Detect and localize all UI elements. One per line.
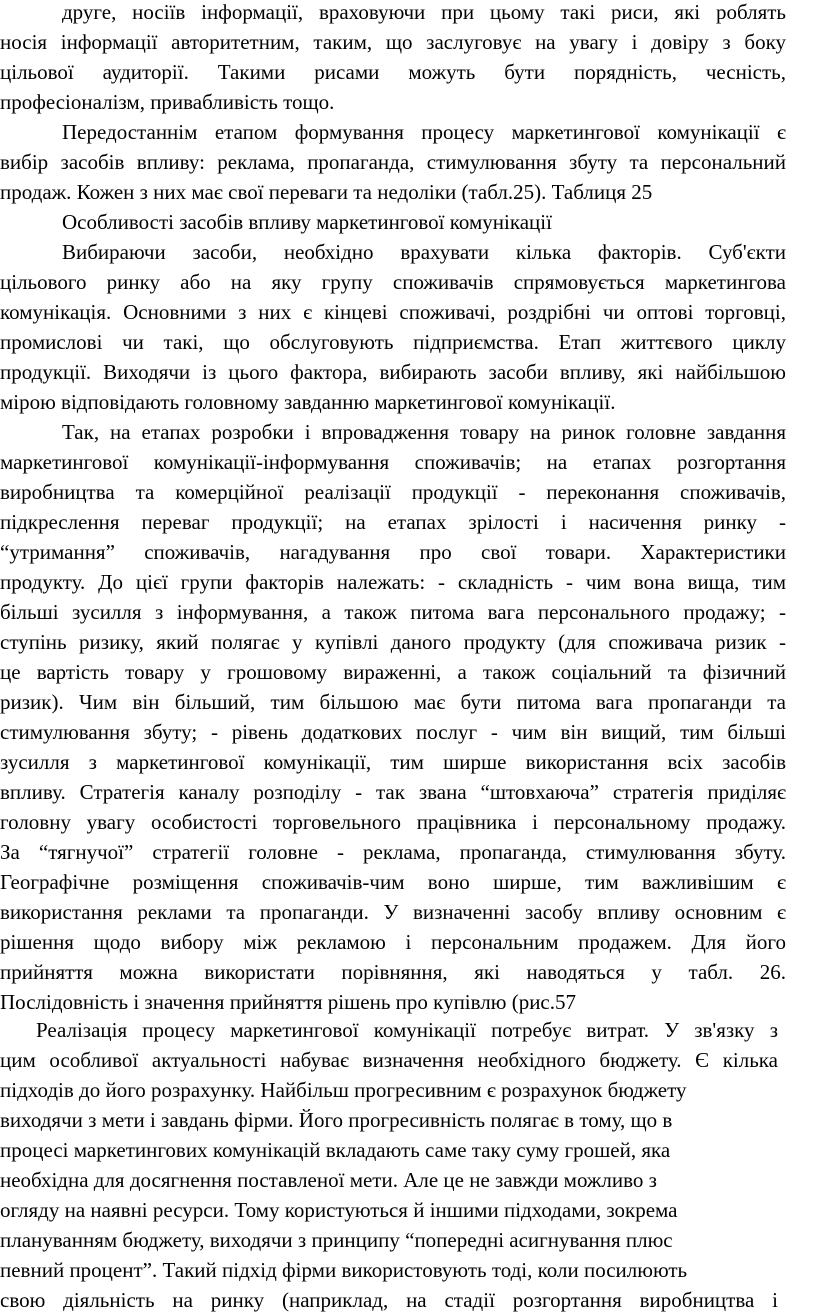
text-line: це вартість товару у грошовому вираженні, а також соціальний та фізичний	[0, 660, 786, 684]
text-line: підходів до його розрахунку. Найбільш прогресивним є розрахунок бюджету	[0, 1078, 687, 1102]
text-line: продукції. Виходячи із цього фактора, вибирають засоби впливу, які найбільшою	[0, 360, 786, 384]
text-line: Так, на етапах розробки і впровадження товару на ринок головне завдання	[62, 420, 786, 444]
text-line: свою діяльність на ринку (наприклад, на стадії розгортання виробництва і	[0, 1288, 778, 1312]
text-line: Вибираючи засоби, необхідно врахувати кілька факторів. Суб'єкти	[62, 240, 786, 264]
text-line: За “тягнучої” стратегії головне - реклама, пропаганда, стимулювання збуту.	[0, 840, 786, 864]
text-line: “утримання” споживачів, нагадування про свої товари. Характеристики	[0, 540, 786, 564]
text-line: виробництва та комерційної реалізації продукції - переконання споживачів,	[0, 480, 786, 504]
text-line: плануванням бюджету, виходячи з принципу “попередні асигнування плюс	[0, 1228, 673, 1252]
text-line: маркетингової комунікації-інформування споживачів; на етапах розгортання	[0, 450, 786, 474]
text-line: рішення щодо вибору між рекламою і персональним продажем. Для його	[0, 930, 786, 954]
text-line: Реалізація процесу маркетингової комунікації потребує витрат. У зв'язку з	[36, 1018, 778, 1042]
text-line: впливу. Стратегія каналу розподілу - так звана “штовхаюча” стратегія приділяє	[0, 780, 786, 804]
text-line: виходячи з мети і завдань фірми. Його прогресивність полягає в тому, що в	[0, 1108, 673, 1132]
text-line: процесі маркетингових комунікацій вкладають саме таку суму грошей, яка	[0, 1138, 671, 1162]
text-line: необхідна для досягнення поставленої мети. Але це не завжди можливо з	[0, 1168, 657, 1192]
text-line: ризик). Чим він більший, тим більшою має бути питома вага пропаганди та	[0, 690, 786, 714]
text-line: Послідовність і значення прийняття рішень про купівлю (рис.57	[0, 990, 577, 1014]
text-line: прийняття можна використати порівняння, які наводяться у табл. 26.	[0, 960, 786, 984]
text-line: носія інформації авторитетним, таким, що заслуговує на увагу і довіру з боку	[0, 30, 786, 54]
body-text-section-2	[0, 1015, 816, 1315]
text-line: промислові чи такі, що обслуговують підприємства. Етап життєвого циклу	[0, 330, 786, 354]
text-line: Передостаннім етапом формування процесу маркетингової комунікації є	[62, 120, 786, 144]
text-line: продукту. До цієї групи факторів належать: - складність - чим вона вища, тим	[0, 570, 786, 594]
text-line: головну увагу особистості торговельного працівника і персональному продажу.	[0, 810, 786, 834]
text-line: стимулювання збуту; - рівень додаткових послуг - чим він вищий, тим більші	[0, 720, 786, 744]
text-line: цим особливої актуальності набуває визначення необхідного бюджету. Є кілька	[0, 1048, 778, 1072]
text-line: продаж. Кожен з них має свої переваги та недоліки (табл.25). Таблиця 25	[0, 180, 653, 204]
text-line: комунікація. Основними з них є кінцеві споживачі, роздрібні чи оптові торговці,	[0, 300, 786, 324]
text-line: друге, носіїв інформації, враховуючи при цьому такі риси, які роблять	[62, 0, 786, 24]
text-line: більші зусилля з інформування, а також питома вага персонального продажу; -	[0, 600, 786, 624]
text-line: підкреслення переваг продукції; на етапах зрілості і насичення ринку -	[0, 510, 786, 534]
text-line: професіоналізм, привабливість тощо.	[0, 90, 335, 114]
text-line: ступінь ризику, який полягає у купівлі даного продукту (для споживача ризик -	[0, 630, 786, 654]
text-line: використання реклами та пропаганди. У визначенні засобу впливу основним є	[0, 900, 786, 924]
text-line: огляду на наявні ресурси. Тому користуються й іншими підходами, зокрема	[0, 1198, 678, 1222]
text-line: вибір засобів впливу: реклама, пропаганда, стимулювання збуту та персональний	[0, 150, 786, 174]
text-line: певний процент”. Такий підхід фірми використовують тоді, коли посилюють	[0, 1258, 688, 1282]
text-line: мірою відповідають головному завданню маркетингової комунікації.	[0, 390, 616, 414]
text-line: цільового ринку або на яку групу споживачів спрямовується маркетингова	[0, 270, 786, 294]
text-line: Географічне розміщення споживачів-чим воно ширше, тим важливішим є	[0, 870, 786, 894]
text-line: Особливості засобів впливу маркетингової комунікації	[62, 210, 552, 234]
text-line: цільової аудиторії. Такими рисами можуть бути порядність, чесність,	[0, 60, 786, 84]
text-line: зусилля з маркетингової комунікації, тим ширше використання всіх засобів	[0, 750, 786, 774]
